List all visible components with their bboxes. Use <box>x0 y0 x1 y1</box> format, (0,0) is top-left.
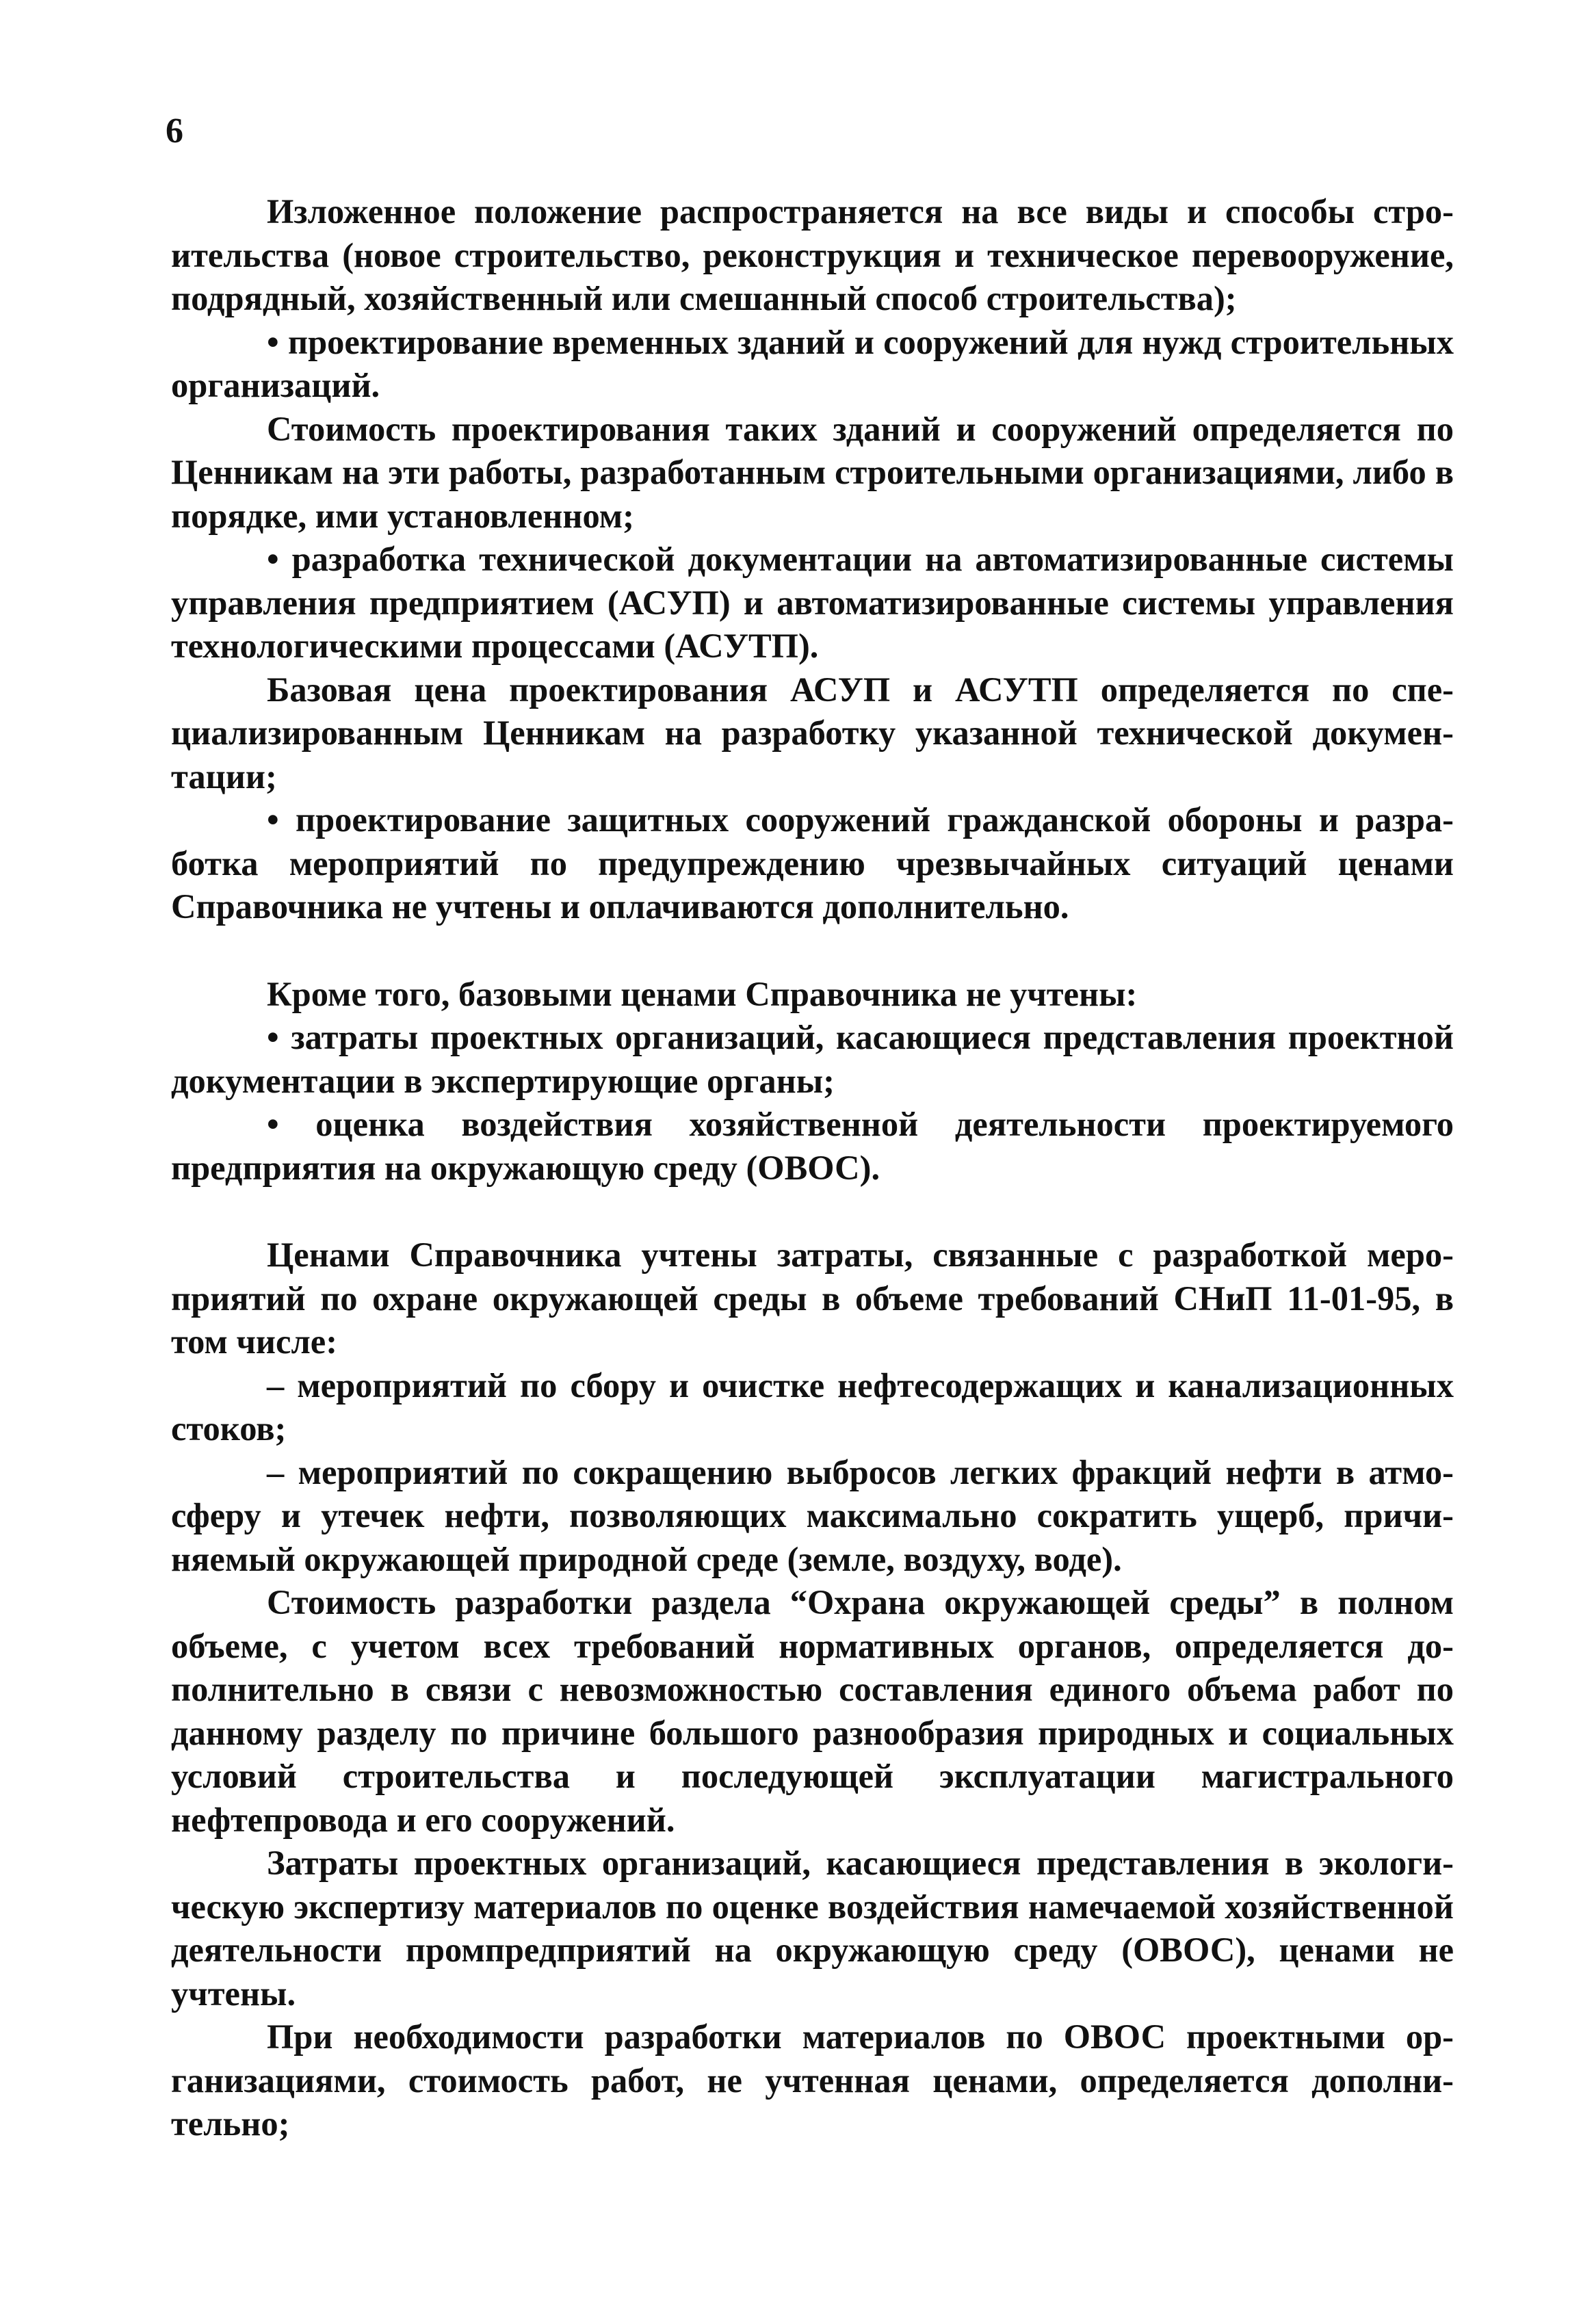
list-item-emissions: – мероприятий по сокращению выбросов легких фракций нефти в атмосферу и утечек нефти, позволяющих максимально сократить ущерб, причиняемый окружающей природной среде (земле, воздуху, воде). <box>171 1452 1454 1578</box>
paragraph-ecological-expertise: Затраты проектных организаций, касающиеся представления в экологическую экспертизу материалов по оценке воздействия намечаемой хозяйственной деятельности промпредприятий на окружающую среду (ОВОС), ценами не учтены. <box>171 1844 1454 2013</box>
paragraph-temporary-buildings-cost: Стоимость проектирования таких зданий и сооружений определяется по Ценникам на эти работы, разработанным строительными организациями, либо в порядке, ими установленном; <box>171 409 1454 535</box>
list-item-asup-documentation: • разработка технической документации на автоматизированные системы управления предприятием (АСУП) и автоматизированные системы управления технологическими процессами (АСУТП). <box>171 540 1454 665</box>
paragraph-environment-included: Ценами Справочника учтены затраты, связанные с разработкой мероприятий по охране окружающей среды в объеме требований СНиП 11-01-95, в том числе: <box>171 1236 1454 1361</box>
document-body <box>171 190 1454 2146</box>
list-item-temporary-buildings: • проектирование временных зданий и сооружений для нужд строительных организаций. <box>171 322 1454 404</box>
paragraph-construction-scope: Изложенное положение распространяется на все виды и способы строительства (новое строительство, реконструкция и техническое перевооружение, подрядный, хозяйственный или смешанный способ строительства); <box>171 192 1454 317</box>
paragraph-ovos-development: При необходимости разработки материалов по ОВОС проектными организациями, стоимость работ, не учтенная ценами, определяется дополнительно; <box>171 2018 1454 2143</box>
paragraph-asup-base-price: Базовая цена проектирования АСУП и АСУТП определяется по специализированным Ценникам на разработку указанной технической документации; <box>171 670 1454 796</box>
list-item-civil-defense: • проектирование защитных сооружений гражданской обороны и разработка мероприятий по предупреждению чрезвычайных ситуаций ценами Справочника не учтены и оплачиваются дополнительно. <box>171 800 1454 926</box>
paragraph-environment-section-cost: Стоимость разработки раздела “Охрана окружающей среды” в полном объеме, с учетом всех требований нормативных органов, определяется дополнительно в связи с невозможностью составления единого объема работ по данному разделу по причине большого разнообразия природных и социальных условий строительства и последующей эксплуатации магистрального нефтепровода и его сооружений. <box>171 1583 1454 1839</box>
list-item-expertise-costs: • затраты проектных организаций, касающиеся представления проектной документации в экспертирующие органы; <box>171 1018 1454 1100</box>
list-item-wastewater: – мероприятий по сбору и очистке нефтесодержащих и канализационных стоков; <box>171 1366 1454 1448</box>
paragraph-not-included-intro: Кроме того, базовыми ценами Справочника не учтены: <box>267 974 1138 1013</box>
list-item-ovos: • оценка воздействия хозяйственной деятельности проектируемого предприятия на окружающую среду (ОВОС). <box>171 1105 1454 1187</box>
page-number: 6 <box>166 112 183 151</box>
